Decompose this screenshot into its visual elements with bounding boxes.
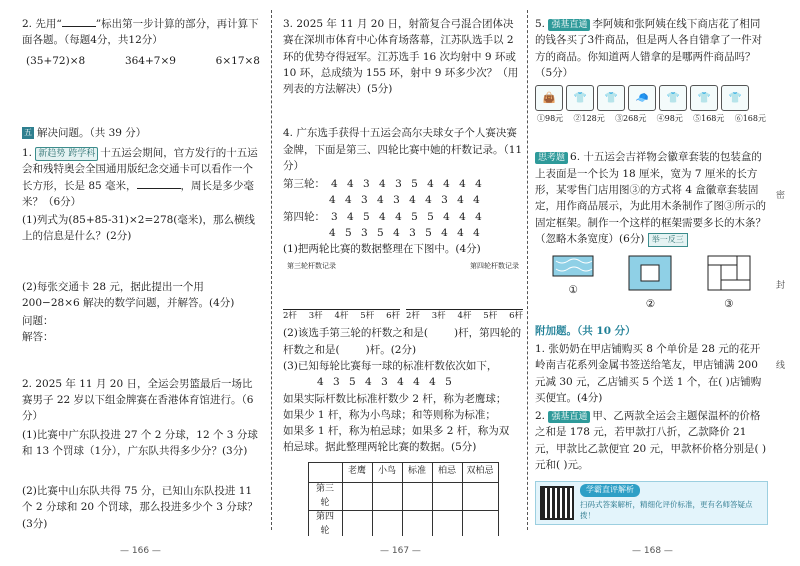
page-number-166: — 166 — bbox=[120, 546, 161, 556]
goods-prices: ①98元 ②128元 ③268元 ④98元 ⑤168元 ⑥168元 bbox=[537, 114, 766, 124]
box-figures bbox=[535, 255, 768, 313]
problem-2-part-1: (1)比赛中广东队投进 27 个 2 分球，12 个 3 分球和 13 个罚球（1分），广东队共得多少分？(3分) bbox=[22, 428, 258, 457]
left-column bbox=[22, 16, 260, 536]
extra-question-1: 1. 张奶奶在甲店铺购买 8 个单价是 28 元的花开岭南吉花系列金属书签送给笔友，甲店铺满 200 元减 30 元，乙店铺买 5 个送 1 个，在( )店铺购买便宜。(4分) bbox=[535, 342, 762, 404]
dot-plot-axes bbox=[283, 308, 523, 325]
question-6: 思考题 6. 十五运会吉祥物会徽章套装的包装盒的上表面是一个长为 18 厘米，宽为 7 厘米的长方形，某零售门店用图③的方式将 4 盒徽章套装固定，用作商品展示，为此用木条制作了图③所示的固定框架。制作一个这样的框架需要多长的木条？（忽略木条宽度）(6分) 举一反三 bbox=[535, 149, 768, 247]
plot-titles bbox=[287, 261, 519, 272]
qr-code-icon bbox=[540, 486, 574, 520]
question-5: 5. 强基直通 李阿姨和张阿姨在线下商店花了相同的钱各买了3件商品，但是两人各自错拿了一件对方的商品。你知道两人错拿的是哪两件商品吗？（5分） bbox=[535, 18, 763, 79]
axis-round-4: 2杆 3杆 4杆 5杆 6杆 bbox=[406, 308, 523, 325]
extra-heading: 附加题。（共 10 分） bbox=[535, 324, 636, 337]
tshirt-icon: 👕 bbox=[597, 85, 625, 111]
question-2-heading: 2. 先用“ ”标出第一步计算的部分，再计算下面各题。（每题4分，共12分） bbox=[22, 18, 259, 47]
figure-3: ③ bbox=[707, 255, 751, 313]
bag-icon: 👜 bbox=[535, 85, 563, 111]
extra-question-2: 2. 强基直通 甲、乙两款全运会主题保温杯的价格之和是 178 元，若甲款打八折，乙款降价 21 元，甲款比乙款便宜 20 元，甲款杯价格分别是( )元和( )元。 bbox=[535, 410, 767, 471]
seal-mark-2: 封 bbox=[776, 281, 786, 291]
sub-question-2: (2)该选手第三轮的杆数之和是( )杆，第四轮的杆数之和是( )杆。(2分) bbox=[283, 327, 522, 356]
axis-round-3: 2杆 3杆 4杆 5杆 6杆 bbox=[283, 308, 400, 325]
sub-question-1: (1)把两轮比赛的数据整理在下图中。(4分) bbox=[283, 243, 481, 256]
right-column bbox=[535, 16, 768, 536]
tshirt-icon: 👕 bbox=[690, 85, 718, 111]
answer-label: 解答： bbox=[22, 331, 54, 344]
problem-1-part-2: (2)每张交通卡 28 元，据此提出一个用 200−28×6 解决的数学问题，并解答。(4分) bbox=[22, 280, 235, 309]
tshirt-icon: 👕 bbox=[566, 85, 594, 111]
expr-1: (35+72)×8 bbox=[26, 54, 86, 67]
ask-label: 问题： bbox=[22, 315, 54, 328]
goods-images bbox=[535, 85, 768, 111]
divider-right bbox=[527, 10, 528, 530]
banner-title: 学霸直评解析 bbox=[580, 484, 640, 496]
rule-3: 如果多 1 杆，称为柏忌球；如果多 2 杆，称为双 bbox=[283, 425, 510, 438]
rule-2: 如果少 1 杆，称为小鸟球；和等则称为标准； bbox=[283, 408, 496, 421]
section-icon: 五 bbox=[24, 127, 32, 137]
round-4-row-a: 第四轮： 3 4 5 4 4 5 5 4 4 4 bbox=[283, 210, 482, 223]
section-heading: 五 解决问题。（共 39 分） bbox=[24, 126, 147, 139]
plot-round-3-title: 第三轮杆数记录 bbox=[287, 262, 336, 271]
cap-icon: 🧢 bbox=[628, 85, 656, 111]
expr-3: 6×17×8 bbox=[215, 54, 260, 67]
standard-strokes: 4 3 5 4 3 4 4 4 5 bbox=[317, 376, 452, 389]
banner-text: 扫码式答案解析，精细化评价标准，更有名师答疑点拨！ bbox=[580, 499, 753, 521]
question-3: 3. 2025 年 11 月 20 日，射箭复合弓混合团体决赛在深圳市体育中心体育场落幕，江苏队选手以 2 环的优势夺得冠军。江苏选手 16 次均射中 9 环或 10 环，总成绩为 155 环，射中 9 环多少次？（用列表的方法解决）(5分) bbox=[283, 18, 519, 96]
table-row: 第四轮 bbox=[308, 511, 498, 536]
score-table bbox=[308, 462, 499, 536]
problem-1-part-1: (1)列式为(85+85-31)×2=278(毫米)，那么横线上的信息是什么？(2分) bbox=[22, 214, 256, 243]
plot-round-4-title: 第四轮杆数记录 bbox=[470, 262, 519, 271]
problem-2: 2. 2025 年 11 月 20 日，全运会男篮最后一场比赛男子 22 岁以下组金牌赛在香港体育馆进行。（6分） bbox=[22, 377, 254, 423]
question-4: 4. 广东选手获得十五运会高尔夫球女子个人赛决赛金牌，下面是第三、四轮比赛中她的杆数记录。（11分） bbox=[283, 127, 523, 172]
qr-banner[interactable] bbox=[535, 481, 768, 525]
figure-1: ① bbox=[552, 255, 594, 313]
tshirt-icon: 👕 bbox=[659, 85, 687, 111]
rule-4: 柏忌球。据此整理两轮比赛的数据。(5分) bbox=[283, 441, 477, 454]
problem-2-part-2: (2)比赛中山东队共得 75 分，已知山东队投进 11 个 2 分球和 20 个罚球，那么投进多少个 3 分球？(3分) bbox=[22, 485, 258, 530]
seal-mark-1: 密 bbox=[776, 191, 786, 201]
divider-left bbox=[271, 10, 272, 530]
rule-1: 如果实际杆数比标准杆数少 2 杆，称为老鹰球； bbox=[283, 392, 507, 405]
page-number-167: — 167 — bbox=[380, 546, 421, 556]
round-3-row-b: 4 4 3 4 3 4 4 3 4 4 bbox=[329, 194, 480, 207]
tshirt-icon: 👕 bbox=[721, 85, 749, 111]
related-practice-button[interactable]: 举一反三 bbox=[648, 233, 688, 247]
sub-question-3: (3)已知每轮比赛每一球的标准杆数依次如下， bbox=[283, 360, 498, 372]
problem-1: 1. 新趋势 跨学科 十五运会期间，官方发行的十五运会和残特奥会全国通用版纪念交通卡可以看作一个长方形，长是 85 毫米， ，周长是多少毫米？（6分） bbox=[22, 147, 258, 208]
expr-2: 364+7×9 bbox=[124, 54, 176, 67]
table-row: 第三轮 bbox=[308, 482, 498, 511]
seal-mark-3: 线 bbox=[776, 361, 786, 371]
round-3-row-a: 第三轮： 4 4 3 4 3 5 4 4 4 4 bbox=[283, 178, 482, 191]
expressions bbox=[26, 53, 260, 69]
page-number-168: — 168 — bbox=[632, 546, 673, 556]
figure-2: ② bbox=[628, 255, 672, 313]
round-4-row-b: 4 5 3 5 4 3 5 4 4 4 bbox=[329, 226, 480, 239]
middle-column bbox=[283, 16, 523, 536]
table-header: 老鹰 小鸟 标准 柏忌 双柏忌 bbox=[308, 462, 498, 482]
